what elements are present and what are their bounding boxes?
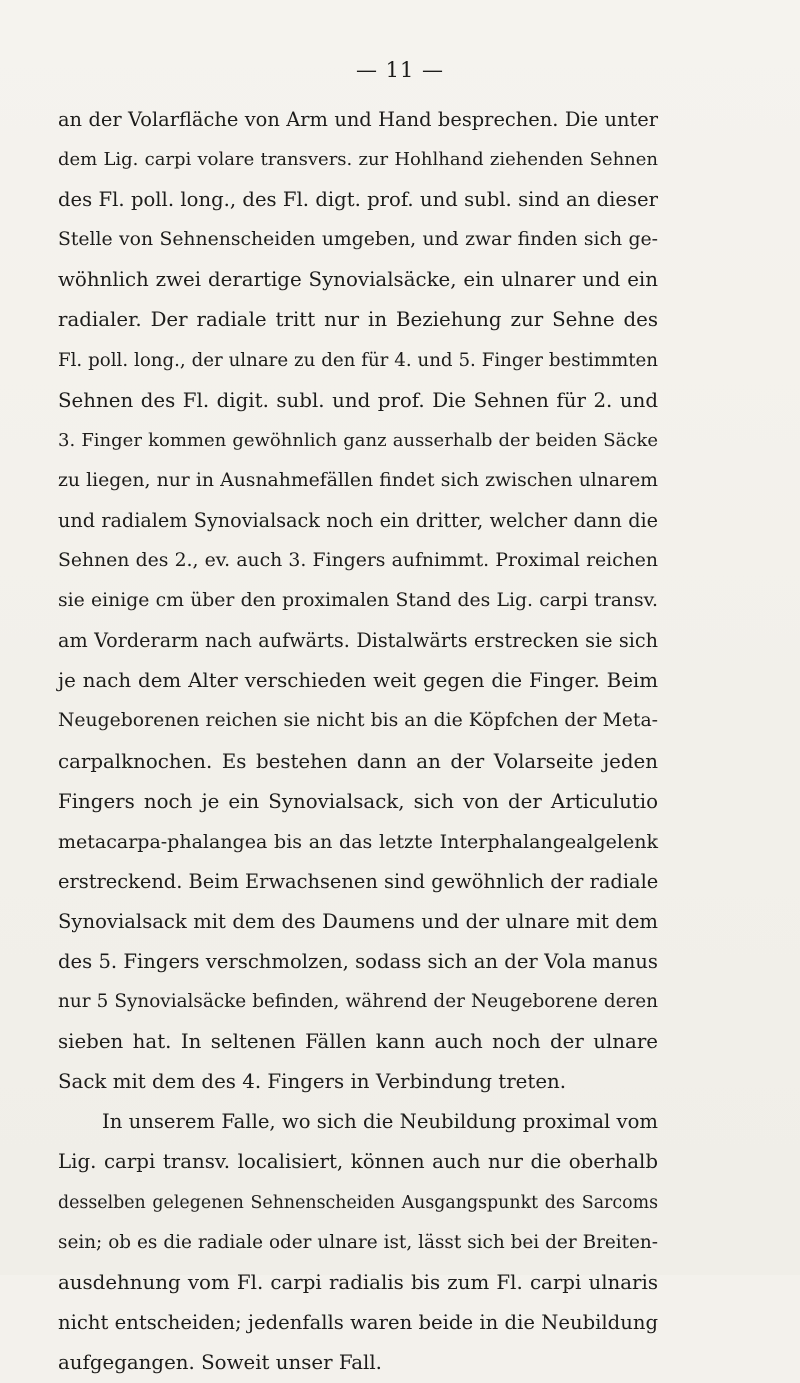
text-line: zu liegen, nur in Ausnahmefällen findet sich zwischen ulnarem (58, 469, 658, 491)
text-line: metacarpa-phalangea bis an das letzte Interphalangealgelenk (58, 830, 658, 853)
text-line: Sehnen des 2., ev. auch 3. Fingers aufnimmt. Proximal reichen (58, 550, 658, 572)
text-line: ausdehnung vom Fl. carpi radialis bis zum Fl. carpi ulnaris (58, 1270, 658, 1294)
text-line: Synovialsack mit dem des Daumens und der ulnare mit dem (58, 909, 658, 933)
text-line: Sack mit dem des 4. Fingers in Verbindung treten. (58, 1070, 567, 1094)
text-line: sieben hat. In seltenen Fällen kann auch noch der ulnare (58, 1030, 658, 1054)
text-line: radialer. Der radiale tritt nur in Beziehung zur Sehne des (58, 308, 658, 332)
text-line: nur 5 Synovialsäcke befinden, während der Neugeborene deren (58, 991, 658, 1013)
text-line: In unserem Falle, wo sich die Neubildung proximal vom (102, 1110, 658, 1134)
text-line: an der Volarfläche von Arm und Hand besprechen. Die unter (58, 108, 658, 131)
text-line: Fingers noch je ein Synovialsack, sich von der Articulutio (58, 789, 658, 813)
text-line: dem Lig. carpi volare transvers. zur Hohlhand ziehenden Sehnen (58, 149, 658, 171)
text-line: desselben gelegenen Sehnenscheiden Ausgangspunkt des Sarcoms (58, 1192, 658, 1213)
text-line: je nach dem Alter verschieden weit gegen die Finger. Beim (58, 669, 658, 693)
text-line: Sehnen des Fl. digit. subl. und prof. Die Sehnen für 2. und (58, 388, 658, 412)
text-line: Neugeborenen reichen sie nicht bis an die Köpfchen der Meta- (58, 710, 658, 732)
text-line: nicht entscheiden; jedenfalls waren beide in die Neubildung (58, 1310, 658, 1334)
text-line: Fl. poll. long., der ulnare zu den für 4. und 5. Finger bestimmten (58, 349, 658, 371)
text-line: sie einige cm über den proximalen Stand des Lig. carpi transv. (58, 590, 658, 612)
text-line: erstreckend. Beim Erwachsenen sind gewöhnlich der radiale (58, 869, 659, 893)
page-number: — 11 — (355, 58, 445, 82)
text-line: am Vorderarm nach aufwärts. Distalwärts erstrecken sie sich (58, 629, 658, 653)
text-line: carpalknochen. Es bestehen dann an der Volarseite jeden (58, 749, 658, 773)
text-line: sein; ob es die radiale oder ulnare ist, lässt sich bei der Breiten- (58, 1231, 658, 1253)
text-line: Stelle von Sehnenscheiden umgeben, und zwar finden sich ge- (58, 229, 658, 251)
text-line: aufgegangen. Soweit unser Fall. (58, 1350, 382, 1374)
text-line: des 5. Fingers verschmolzen, sodass sich an der Vola manus (58, 949, 658, 973)
text-line: und radialem Synovialsack noch ein dritter, welcher dann die (58, 508, 658, 532)
text-line: des Fl. poll. long., des Fl. digt. prof. und subl. sind an dieser (58, 188, 658, 212)
text-line: Lig. carpi transv. localisiert, können auch nur die oberhalb (58, 1150, 658, 1174)
text-line: 3. Finger kommen gewöhnlich ganz ausserhalb der beiden Säcke (58, 429, 658, 451)
text-line: wöhnlich zwei derartige Synovialsäcke, ein ulnarer und ein (58, 268, 658, 292)
body-text (58, 100, 658, 1383)
